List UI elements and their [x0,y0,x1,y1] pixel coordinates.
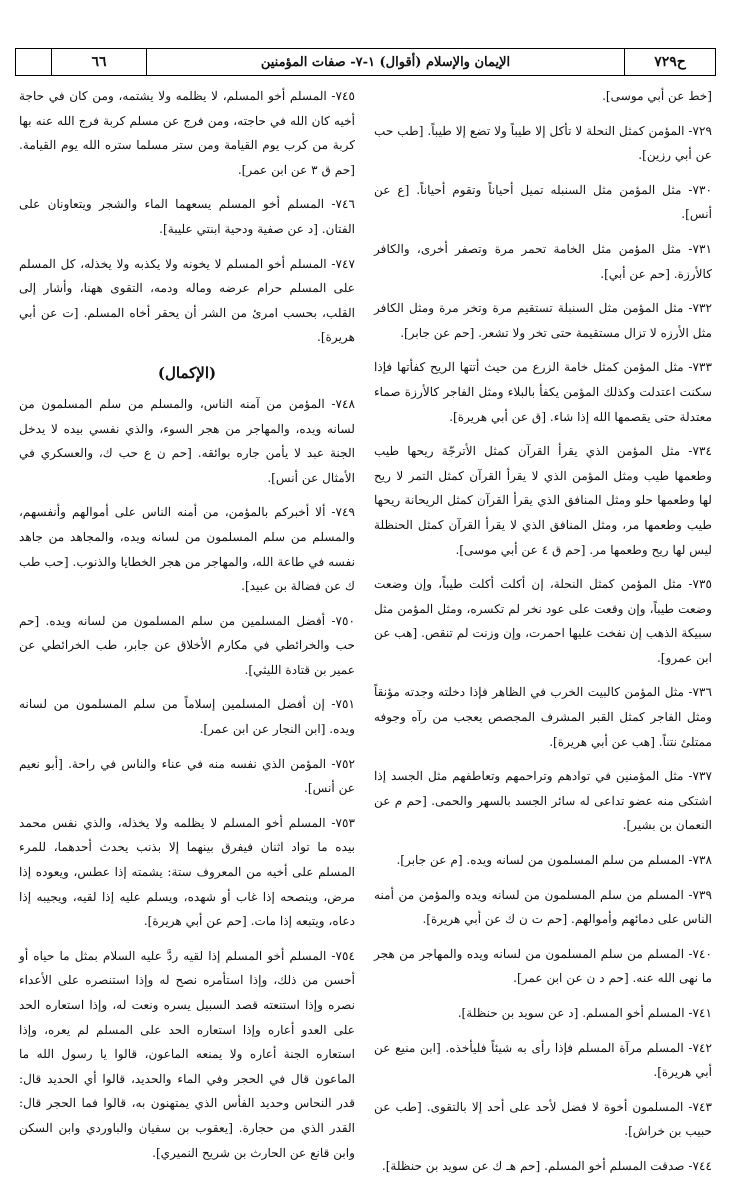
hadith-entry: ٧٣٣- مثل المؤمن كمثل خامة الزرع من حيث أتتها الريح كفأتها فإذا سكنت اعتدلت وكذلك المؤمن يكفأ بالبلاء ومثل الفاجر كالأرزة صماء معتدلة حتى يقصمها الله إذا شاء. [ق عن أبي هريرة]. [374,360,712,424]
hadith-entry: ٧٥٠- أفضل المسلمين من سلم المسلمون من لسانه ويده. [حم حب والخرائطي في مكارم الأخلاق عن جابر، طب الخرائطي عن عمير بن قتادة الليثي]. [19,613,355,677]
hadith-entry: ٧٥٢- المؤمن الذي نفسه منه في عناء والناس في راحة. [أبو نعيم عن أنس]. [19,756,355,796]
hadith-entry: ٧٤٤- صدقت المسلم أخو المسلم. [حم هـ ك عن سويد بن حنظلة]. [381,1158,712,1173]
section-subheading: (الإكمال) [157,363,217,382]
hadith-entry: ٧٥٤- المسلم أخو المسلم إذا لقيه ردَّ عليه السلام بمثل ما حياه أو أحسن من ذلك، وإذا استأمره نصح له وإذا استنصره على الأعداء نصره وإذا استنعته قصد السبيل يسره ونعت له، وإذا استعاره الحد على العدو أعاره وإذا استعاره الحد على المسلم لم يعره، وإذا استعاره الجنة أعاره ولا يمنعه الماعون، قالوا يا رسول الله ما الماعون قال في الحجر وفي الماء والحديد، قالوا أي الحديد قال: قدر النحاس وحديد الفأس الذي يمتهنون به، قالوا فما الحجر قال: القدر الذي من حجارة. [يعقوب بن سفيان والباوردي وابن السكن وابن قانع عن الحارث بن شريح النميري]. [19,948,355,1160]
page-header [15,48,716,76]
hadith-entry: ٧٤٨- المؤمن من آمنه الناس، والمسلم من سلم المسلمون من لسانه ويده، والمهاجر من هجر السوء، والذي نفسي بيده لا يدخل الجنة عبد لا يأمن جاره بوائقه. [حم ن ع حب ك، والعسكري في الأمثال عن أنس]. [19,396,355,485]
hadith-entry: ٧٣٧- مثل المؤمنين في توادهم وتراحمهم وتعاطفهم مثل الجسد إذا اشتكى منه عضو تداعى له سائر الجسد بالسهر والحمى. [حم م عن النعمان بن بشير]. [374,769,712,833]
hadith-entry: ٧٤٧- المسلم أخو المسلم لا يخونه ولا يكذبه ولا يخذله، كل المسلم على المسلم حرام عرضه وماله ودمه، التقوى ههنا، وأشار إلى القلب، بحسب امرئ من الشر أن يحقر أخاه المسلم. [ت عن أبي هريرة]. [19,256,355,345]
hadith-entry: ٧٣٥- مثل المؤمن كمثل النحلة، إن أكلت أكلت طيباً، وإن وضعت وضعت طيباً، وإن وقعت على عود نخر لم تكسره، ومثل المؤمن مثل سبيكة الذهب إن نفخت عليها احمرت، وإن وزنت لم تنقص. [هب عن ابن عمرو]. [374,577,712,665]
hadith-entry: ٧٤٦- المسلم أخو المسلم يسعهما الماء والشجر ويتعاونان على الفتان. [د عن صفية ودحية ابنتي عليبة]. [19,197,355,236]
hadith-range: ح٧٢٩ [654,54,686,70]
hadith-entry: ٧٣٢- مثل المؤمن مثل السنبلة تستقيم مرة وتخر مرة ومثل الكافر مثل الأرزه لا تزال مستقيمة حتى تخر ولا تشعر. [حم عن جابر]. [374,301,712,340]
page-number: ٦٦ [52,49,147,75]
hadith-entry: ٧٤٠- المسلم من سلم المسلمون من لسانه ويده والمهاجر من هجر ما نهى الله عنه. [حم د ن عن ابن عمر]. [374,946,712,986]
hadith-entry: ٧٥٣- المسلم أخو المسلم لا يظلمه ولا يخذله، والذي نفس محمد بيده ما تواد اثنان فيفرق بينهما إلا بذنب يحدث أحدهما، للمرء المسلم على أخيه من المعروف ستة: يشمته إذا عطس، ويعوده إذا مرض، وينصحه إذا غاب أو شهده، ويسلم عليه إذا لقيه، ويجيبه إذا دعاه، ويتبعه إذا مات. [حم عن أبي هريرة]. [19,815,355,929]
hadith-entry: ٧٤٢- المسلم مرآة المسلم فإذا رأى به شيئاً فليأخذه. [ابن منيع عن أبي هريرة]. [374,1040,712,1080]
hadith-entry: ٧٤٣- المسلمون أخوة لا فضل لأحد على أحد إلا بالتقوى. [طب عن حبيب بن خراش]. [374,1099,712,1139]
hadith-entry: ٧٣٤- مثل المؤمن الذي يقرأ القرآن كمثل الأترجّة ريحها طيب وطعمها طيب ومثل المؤمن الذي لا يقرأ القرآن كمثل التمر لا ريح لها وطعمها حلو ومثل المنافق الذي يقرأ القرآن كمثل الريحانة ريحها طيب وطعمها مر، ومثل المنافق الذي لا يقرأ القرآن كمثل الحنظلة ليس لها ريح وطعمها مر. [حم ق ٤ عن أبي موسى]. [374,444,712,557]
hadith-entry: ٧٣٠- مثل المؤمن مثل السنبله تميل أحياناً وتقوم أحياناً. [ع عن أنس]. [374,182,712,222]
hadith-entry: ٧٣٨- المسلم من سلم المسلمون من لسانه ويده. [م عن جابر]. [396,853,712,868]
running-title: الإيمان والإسلام (أقوال) ١-٧- صفات المؤمنين [147,49,625,75]
hadith-entry: ٧٢٩- المؤمن كمثل النحلة لا تأكل إلا طيباً ولا تضع إلا طيباً. [طب حب عن أبي رزين]. [374,123,712,163]
right-column [370,84,716,1173]
hadith-entry: ٧٣٩- المسلم من سلم المسلمون من لسانه ويده والمؤمن من أمنه الناس على دمائهم وأموالهم. [حم ت ن ك عن أبي هريرة]. [374,887,712,927]
hadith-entry: [خط عن أبي موسى]. [602,89,712,103]
hadith-entry: ٧٥١- إن أفضل المسلمين إسلاماً من سلم المسلمون من لسانه ويده. [ابن النجار عن ابن عمر]. [19,697,355,737]
hadith-entry: ٧٣١- مثل المؤمن مثل الخامة تحمر مرة وتصفر أخرى، والكافر كالأرزة. [حم عن أبي]. [374,241,712,281]
header-blank-cell [16,49,52,75]
hadith-entry: ٧٤٩- ألا أخبركم بالمؤمن، من أمنه الناس على أموالهم وأنفسهم، والمسلم من سلم المسلمون من لسانه ويده، والمجاهد من جاهد نفسه في طاعة الله، والمهاجر من هجر الخطايا والذنوب. [حب طب ك عن فضالة بن عبيد]. [19,505,355,594]
hadith-entry: ٧٣٦- مثل المؤمن كالبيت الخرب في الظاهر فإذا دخلته وجدته مؤنقاً ومثل الفاجر كمثل القبر المشرف المجصص يعجب من رآه وجوفه ممتلئ نتناً. [هب عن أبي هريرة]. [374,685,712,749]
text-columns [15,84,716,1173]
left-column [15,84,361,1160]
hadith-entry: ٧٤٥- المسلم أخو المسلم، لا يظلمه ولا يشتمه، ومن كان في حاجة أخيه كان الله في حاجته، ومن فرج عن مسلم كربة فرج الله عنه بها كربة من كرب يوم القيامة ومن ستر مسلما ستره الله يوم القيامة. [حم ق ٣ عن ابن عمر]. [19,89,355,177]
hadith-entry: ٧٤١- المسلم أخو المسلم. [د عن سويد بن حنظلة]. [457,1006,712,1020]
